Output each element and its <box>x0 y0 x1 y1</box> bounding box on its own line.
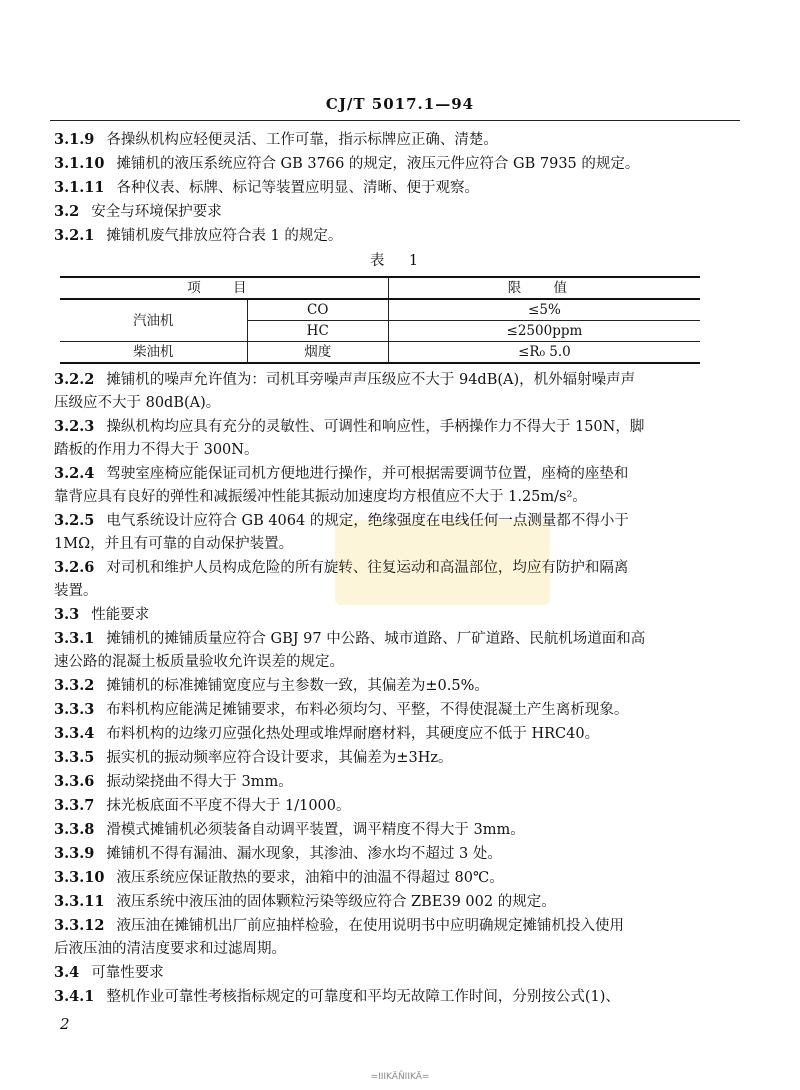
table-header-item: 项 目 <box>60 277 388 299</box>
clause-3-3-4: 3.3.4 布料机构的边缘刃应强化热处理或堆焊耐磨材料，其硬度应不低于 HRC40。 <box>54 725 600 742</box>
clause-3-1-9: 3.1.9 各操纵机构应轻便灵活、工作可靠，指示标牌应正确、清楚。 <box>54 131 498 148</box>
table-cell-item: CO <box>247 299 388 321</box>
clause-3-3-3: 3.3.3 布料机构应能满足摊铺要求，布料必须均匀、平整，不得使混凝土产生离析现象。 <box>54 701 629 718</box>
clause-3-3-2: 3.3.2 摊铺机的标准摊铺宽度应与主参数一致，其偏差为±0.5%。 <box>54 677 489 694</box>
section-3-2-heading: 3.2 安全与环境保护要求 <box>54 203 222 220</box>
clause-3-2-3: 3.2.3 操纵机构均应具有充分的灵敏性、可调性和响应性，手柄操作力不得大于 150N，脚 踏板的作用力不得大于 300N。 <box>54 418 645 458</box>
document-header: CJ/T 5017.1—94 <box>325 95 475 113</box>
clause-3-3-10: 3.3.10 液压系统应保证散热的要求，油箱中的油温不得超过 80℃。 <box>54 869 504 886</box>
table-cell-group: 柴油机 <box>60 342 247 364</box>
clause-3-2-5: 3.2.5 电气系统设计应符合 GB 4064 的规定，绝缘强度在电线任何一点测量都不得小于 1MΩ，并且有可靠的自动保护装置。 <box>54 512 629 552</box>
footer-text: =IIIKÄÑIIKÄ= <box>370 1072 430 1082</box>
emission-limits-table <box>60 276 700 364</box>
clause-3-3-12: 3.3.12 液压油在摊铺机出厂前应抽样检验，在使用说明书中应明确规定摊铺机投入使用 后液压油的清洁度要求和过滤周期。 <box>54 917 624 957</box>
table-cell-item: 烟度 <box>247 342 388 364</box>
clause-3-2-1: 3.2.1 摊铺机废气排放应符合表 1 的规定。 <box>54 227 343 244</box>
clause-3-4-1: 3.4.1 整机作业可靠性考核指标规定的可靠度和平均无故障工作时间，分别按公式(1)、 <box>54 988 620 1005</box>
clause-3-1-11: 3.1.11 各种仪表、标牌、标记等装置应明显、清晰、便于观察。 <box>54 179 479 196</box>
table-row <box>60 342 700 364</box>
clause-3-3-1: 3.3.1 摊铺机的摊铺质量应符合 GBJ 97 中公路、城市道路、厂矿道路、民航机场道面和高 速公路的混凝土板质量验收允许误差的规定。 <box>54 630 646 670</box>
clause-3-2-2: 3.2.2 摊铺机的噪声允许值为：司机耳旁噪声声压级应不大于 94dB(A)，机外辐射噪声声 压级应不大于 80dB(A)。 <box>54 371 636 411</box>
table-row <box>60 299 700 321</box>
section-3-3-heading: 3.3 性能要求 <box>54 606 150 623</box>
clause-3-2-4: 3.2.4 驾驶室座椅应能保证司机方便地进行操作，并可根据需要调节位置，座椅的座垫和 靠背应具有良好的弹性和减振缓冲性能其振动加速度均方根值应不大于 1.25m/s²。 <box>54 465 629 505</box>
table-cell-item: HC <box>247 321 388 342</box>
document-body <box>54 128 744 1009</box>
clause-3-3-8: 3.3.8 滑模式摊铺机必须装备自动调平装置，调平精度不得大于 3mm。 <box>54 821 525 838</box>
table-header-limit: 限 值 <box>388 277 700 299</box>
clause-3-2-6: 3.2.6 对司机和维护人员构成危险的所有旋转、往复运动和高温部位，均应有防护和隔离 装置。 <box>54 559 629 599</box>
clause-3-3-7: 3.3.7 抹光板底面不平度不得大于 1/1000。 <box>54 797 351 814</box>
table-1-title: 表 1 <box>369 253 429 269</box>
clause-3-3-5: 3.3.5 振实机的振动频率应符合设计要求，其偏差为±3Hz。 <box>54 749 453 766</box>
section-3-4-heading: 3.4 可靠性要求 <box>54 964 164 981</box>
table-cell-limit: ≤2500ppm <box>388 321 700 342</box>
clause-3-1-10: 3.1.10 摊铺机的液压系统应符合 GB 3766 的规定，液压元件应符合 GB 7935 的规定。 <box>54 155 640 172</box>
table-cell-limit: ≤5% <box>388 299 700 321</box>
clause-3-3-6: 3.3.6 振动梁挠曲不得大于 3mm。 <box>54 773 293 790</box>
table-cell-group: 汽油机 <box>60 299 247 342</box>
clause-3-3-11: 3.3.11 液压系统中液压油的固体颗粒污染等级应符合 ZBE39 002 的规定。 <box>54 893 556 910</box>
header-divider <box>50 120 740 121</box>
clause-3-3-9: 3.3.9 摊铺机不得有漏油、漏水现象，其渗油、渗水均不超过 3 处。 <box>54 845 502 862</box>
table-cell-limit: ≤R₀ 5.0 <box>388 342 700 364</box>
page-number: 2 <box>60 1015 70 1033</box>
